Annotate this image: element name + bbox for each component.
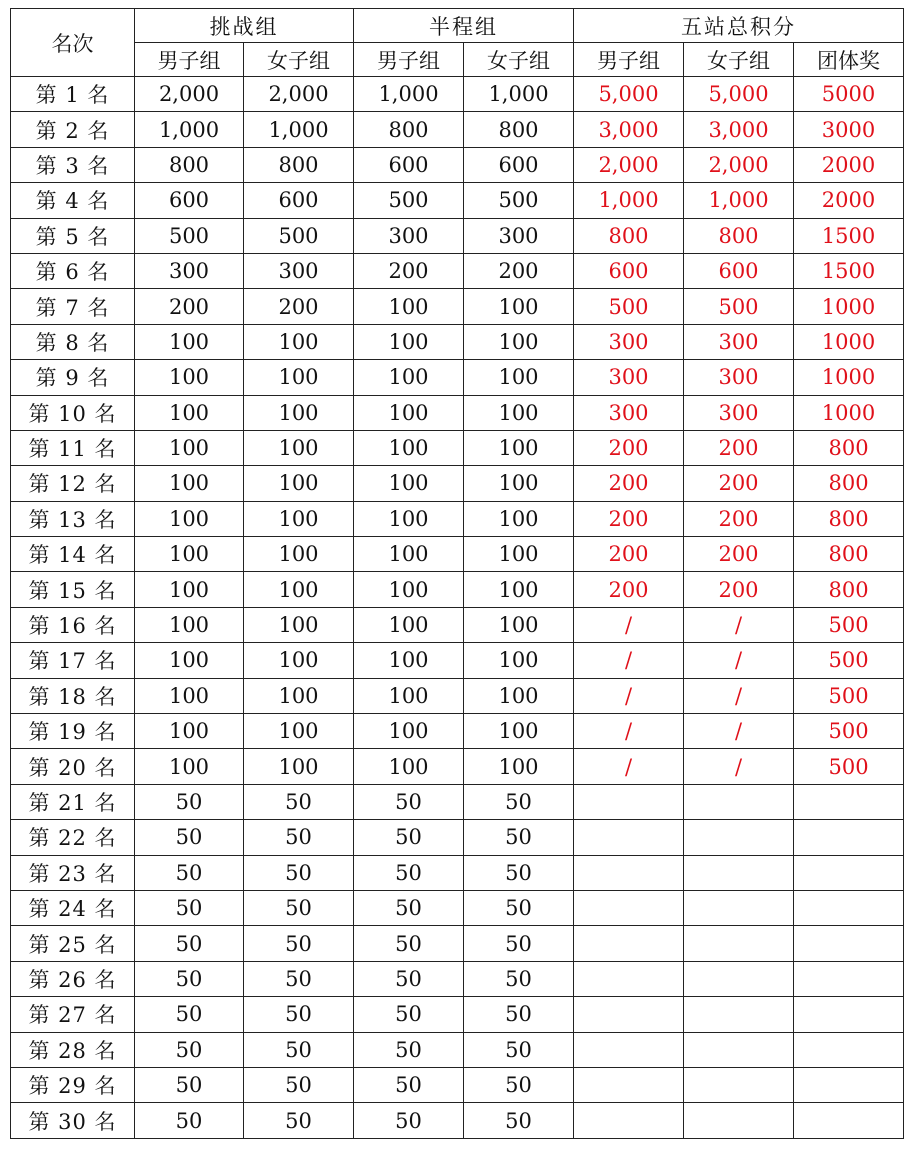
challenge-men-cell: 2,000 [135,77,244,112]
total-women-cell [684,1067,794,1102]
table-row [11,77,904,112]
challenge-men-cell: 100 [135,430,244,465]
team-award-cell: 500 [794,749,904,784]
team-award-cell: 800 [794,430,904,465]
total-women-cell [684,997,794,1032]
rank-cell: 第 27 名 [11,997,135,1032]
half-men-cell: 300 [354,218,464,253]
challenge-women-cell: 200 [244,289,354,324]
rank-cell: 第 21 名 [11,784,135,819]
total-men-header: 男子组 [574,43,684,77]
table-row [11,395,904,430]
challenge-women-cell: 100 [244,360,354,395]
team-award-cell [794,820,904,855]
rank-cell: 第 23 名 [11,855,135,890]
challenge-women-cell: 50 [244,784,354,819]
challenge-men-cell: 500 [135,218,244,253]
half-women-cell: 100 [464,607,574,642]
challenge-men-cell: 1,000 [135,112,244,147]
challenge-men-cell: 800 [135,147,244,182]
team-award-cell [794,784,904,819]
challenge-men-cell: 600 [135,183,244,218]
challenge-women-cell: 800 [244,147,354,182]
rank-cell: 第 20 名 [11,749,135,784]
team-award-cell [794,1032,904,1067]
half-men-cell: 50 [354,1103,464,1138]
team-award-cell: 5000 [794,77,904,112]
half-women-cell: 100 [464,395,574,430]
team-award-cell: 1500 [794,218,904,253]
half-women-cell: 500 [464,183,574,218]
half-men-cell: 500 [354,183,464,218]
challenge-men-cell: 50 [135,926,244,961]
total-men-cell: 5,000 [574,77,684,112]
table-row [11,289,904,324]
half-men-cell: 50 [354,784,464,819]
table-row [11,926,904,961]
team-award-cell: 800 [794,572,904,607]
challenge-women-cell: 50 [244,961,354,996]
rank-cell: 第 6 名 [11,253,135,288]
table-row [11,820,904,855]
challenge-men-header: 男子组 [135,43,244,77]
half-women-cell: 600 [464,147,574,182]
total-women-cell: 300 [684,324,794,359]
half-women-cell: 50 [464,961,574,996]
total-women-cell: 600 [684,253,794,288]
half-men-cell: 50 [354,926,464,961]
half-women-cell: 200 [464,253,574,288]
half-women-cell: 100 [464,430,574,465]
half-women-cell: 1,000 [464,77,574,112]
half-men-cell: 100 [354,643,464,678]
challenge-men-cell: 50 [135,784,244,819]
challenge-men-cell: 100 [135,749,244,784]
total-men-cell [574,890,684,925]
total-women-cell: 1,000 [684,183,794,218]
total-women-cell [684,926,794,961]
challenge-women-cell: 50 [244,1067,354,1102]
total-men-cell: 1,000 [574,183,684,218]
total-men-cell: / [574,607,684,642]
total-women-cell: / [684,607,794,642]
half-women-cell: 100 [464,501,574,536]
half-women-cell: 100 [464,572,574,607]
total-women-cell [684,1103,794,1138]
table-row [11,253,904,288]
half-men-cell: 50 [354,1067,464,1102]
half-women-cell: 100 [464,643,574,678]
table-row [11,1067,904,1102]
challenge-men-cell: 50 [135,890,244,925]
half-men-cell: 50 [354,890,464,925]
total-men-cell: 300 [574,395,684,430]
half-women-cell: 50 [464,855,574,890]
half-men-cell: 50 [354,1032,464,1067]
half-men-cell: 100 [354,749,464,784]
table-row [11,784,904,819]
rank-cell: 第 12 名 [11,466,135,501]
rank-cell: 第 26 名 [11,961,135,996]
half-men-cell: 100 [354,572,464,607]
team-award-cell [794,890,904,925]
team-award-cell: 500 [794,714,904,749]
half-men-cell: 100 [354,678,464,713]
total-men-cell: 300 [574,360,684,395]
challenge-men-cell: 100 [135,501,244,536]
half-men-cell: 100 [354,714,464,749]
half-men-cell: 100 [354,289,464,324]
total-men-cell: / [574,749,684,784]
rank-cell: 第 1 名 [11,77,135,112]
challenge-women-cell: 50 [244,855,354,890]
challenge-women-cell: 50 [244,820,354,855]
half-men-cell: 50 [354,997,464,1032]
total-men-cell [574,855,684,890]
challenge-men-cell: 100 [135,324,244,359]
challenge-men-cell: 100 [135,607,244,642]
total-men-cell [574,1103,684,1138]
total-men-cell: 200 [574,501,684,536]
total-women-cell [684,784,794,819]
challenge-men-cell: 50 [135,997,244,1032]
table-header [11,9,904,77]
challenge-women-cell: 100 [244,466,354,501]
total-men-cell: 3,000 [574,112,684,147]
rank-cell: 第 16 名 [11,607,135,642]
total-women-cell: / [684,714,794,749]
rank-cell: 第 24 名 [11,890,135,925]
team-award-cell: 1000 [794,289,904,324]
rank-column-header: 名次 [11,9,135,77]
challenge-group-header: 挑战组 [135,9,354,43]
half-women-cell: 100 [464,537,574,572]
challenge-women-cell: 2,000 [244,77,354,112]
rank-cell: 第 22 名 [11,820,135,855]
challenge-women-header: 女子组 [244,43,354,77]
total-men-cell: 200 [574,572,684,607]
rank-cell: 第 9 名 [11,360,135,395]
challenge-women-cell: 100 [244,537,354,572]
table-row [11,324,904,359]
rank-cell: 第 7 名 [11,289,135,324]
table-row [11,466,904,501]
half-men-cell: 50 [354,961,464,996]
team-award-cell [794,1103,904,1138]
rank-cell: 第 17 名 [11,643,135,678]
challenge-men-cell: 100 [135,395,244,430]
total-men-cell: 500 [574,289,684,324]
total-women-cell: 200 [684,537,794,572]
challenge-men-cell: 50 [135,855,244,890]
rank-cell: 第 28 名 [11,1032,135,1067]
challenge-women-cell: 50 [244,926,354,961]
rank-cell: 第 3 名 [11,147,135,182]
team-award-cell: 500 [794,678,904,713]
half-women-cell: 100 [464,324,574,359]
half-men-cell: 50 [354,820,464,855]
challenge-men-cell: 100 [135,537,244,572]
half-women-cell: 50 [464,926,574,961]
challenge-women-cell: 100 [244,324,354,359]
team-award-cell: 2000 [794,183,904,218]
half-men-cell: 800 [354,112,464,147]
five-station-total-header: 五站总积分 [574,9,904,43]
table-row [11,855,904,890]
total-women-cell: 3,000 [684,112,794,147]
rank-cell: 第 8 名 [11,324,135,359]
total-men-cell: 600 [574,253,684,288]
total-women-cell: 300 [684,360,794,395]
table-row [11,997,904,1032]
team-award-cell [794,997,904,1032]
team-award-cell: 800 [794,501,904,536]
team-award-cell: 1000 [794,395,904,430]
total-women-cell: 200 [684,572,794,607]
half-men-cell: 50 [354,855,464,890]
table-row [11,714,904,749]
challenge-men-cell: 100 [135,360,244,395]
header-row-groups [11,9,904,43]
table-row [11,183,904,218]
team-award-cell [794,855,904,890]
team-award-cell: 500 [794,607,904,642]
total-women-cell [684,855,794,890]
rank-cell: 第 2 名 [11,112,135,147]
challenge-women-cell: 100 [244,714,354,749]
half-men-cell: 100 [354,430,464,465]
challenge-women-cell: 50 [244,890,354,925]
total-women-cell: 300 [684,395,794,430]
half-men-cell: 100 [354,324,464,359]
rank-cell: 第 14 名 [11,537,135,572]
total-men-cell [574,997,684,1032]
half-women-cell: 50 [464,1067,574,1102]
half-women-cell: 50 [464,1103,574,1138]
challenge-men-cell: 50 [135,1067,244,1102]
half-men-cell: 1,000 [354,77,464,112]
half-women-cell: 100 [464,289,574,324]
challenge-men-cell: 300 [135,253,244,288]
challenge-women-cell: 100 [244,572,354,607]
total-women-cell: / [684,749,794,784]
challenge-women-cell: 600 [244,183,354,218]
total-men-cell: 300 [574,324,684,359]
table-row [11,147,904,182]
table-row [11,218,904,253]
challenge-men-cell: 100 [135,572,244,607]
half-women-cell: 50 [464,890,574,925]
total-women-cell: 500 [684,289,794,324]
half-women-cell: 50 [464,820,574,855]
table-row [11,430,904,465]
total-women-cell: / [684,678,794,713]
total-men-cell [574,784,684,819]
challenge-men-cell: 100 [135,643,244,678]
team-award-cell [794,926,904,961]
half-women-cell: 50 [464,784,574,819]
half-men-cell: 100 [354,607,464,642]
rank-cell: 第 10 名 [11,395,135,430]
half-men-cell: 100 [354,360,464,395]
total-men-cell: / [574,643,684,678]
team-award-cell: 800 [794,537,904,572]
half-women-cell: 50 [464,1032,574,1067]
table-row [11,572,904,607]
total-women-cell: 200 [684,501,794,536]
table-row [11,1103,904,1138]
team-award-cell: 1000 [794,324,904,359]
total-women-cell: 200 [684,430,794,465]
rank-cell: 第 30 名 [11,1103,135,1138]
header-row-subgroups [11,43,904,77]
challenge-women-cell: 100 [244,501,354,536]
total-men-cell [574,1067,684,1102]
table-row [11,643,904,678]
challenge-men-cell: 100 [135,466,244,501]
team-award-cell [794,1067,904,1102]
total-men-cell [574,820,684,855]
table-row [11,607,904,642]
table-body [11,77,904,1139]
half-women-cell: 100 [464,749,574,784]
total-men-cell: 2,000 [574,147,684,182]
challenge-men-cell: 100 [135,714,244,749]
challenge-men-cell: 50 [135,820,244,855]
half-women-cell: 50 [464,997,574,1032]
half-women-cell: 100 [464,678,574,713]
total-women-cell: 2,000 [684,147,794,182]
challenge-women-cell: 50 [244,1032,354,1067]
rank-cell: 第 19 名 [11,714,135,749]
rank-cell: 第 13 名 [11,501,135,536]
challenge-men-cell: 50 [135,1032,244,1067]
half-men-cell: 100 [354,466,464,501]
table-row [11,678,904,713]
total-men-cell [574,961,684,996]
team-award-cell: 800 [794,466,904,501]
team-award-cell: 500 [794,643,904,678]
table-row [11,360,904,395]
challenge-women-cell: 100 [244,643,354,678]
challenge-women-cell: 500 [244,218,354,253]
team-award-cell: 1000 [794,360,904,395]
total-women-cell [684,1032,794,1067]
table-row [11,501,904,536]
total-women-cell [684,890,794,925]
challenge-women-cell: 1,000 [244,112,354,147]
points-table [10,8,904,1139]
half-course-group-header: 半程组 [354,9,574,43]
challenge-women-cell: 50 [244,997,354,1032]
team-award-cell: 2000 [794,147,904,182]
total-men-cell: / [574,714,684,749]
table-row [11,961,904,996]
challenge-men-cell: 50 [135,1103,244,1138]
team-award-cell: 1500 [794,253,904,288]
total-women-cell: / [684,643,794,678]
total-men-cell: 800 [574,218,684,253]
rank-cell: 第 29 名 [11,1067,135,1102]
total-women-cell [684,961,794,996]
challenge-women-cell: 100 [244,607,354,642]
team-award-cell [794,961,904,996]
team-award-header: 团体奖 [794,43,904,77]
challenge-women-cell: 300 [244,253,354,288]
half-men-header: 男子组 [354,43,464,77]
table-row [11,1032,904,1067]
total-men-cell: 200 [574,430,684,465]
total-women-header: 女子组 [684,43,794,77]
half-women-cell: 800 [464,112,574,147]
challenge-men-cell: 100 [135,678,244,713]
total-women-cell: 200 [684,466,794,501]
half-women-cell: 100 [464,714,574,749]
total-men-cell: 200 [574,537,684,572]
half-women-header: 女子组 [464,43,574,77]
half-men-cell: 100 [354,501,464,536]
half-men-cell: 600 [354,147,464,182]
challenge-women-cell: 50 [244,1103,354,1138]
total-men-cell: 200 [574,466,684,501]
challenge-women-cell: 100 [244,749,354,784]
table-row [11,112,904,147]
rank-cell: 第 4 名 [11,183,135,218]
rank-cell: 第 18 名 [11,678,135,713]
table-row [11,890,904,925]
half-women-cell: 100 [464,466,574,501]
challenge-women-cell: 100 [244,430,354,465]
total-women-cell: 5,000 [684,77,794,112]
half-men-cell: 200 [354,253,464,288]
total-men-cell [574,926,684,961]
challenge-men-cell: 200 [135,289,244,324]
half-women-cell: 300 [464,218,574,253]
half-men-cell: 100 [354,395,464,430]
total-men-cell: / [574,678,684,713]
table-row [11,749,904,784]
rank-cell: 第 15 名 [11,572,135,607]
challenge-men-cell: 50 [135,961,244,996]
half-men-cell: 100 [354,537,464,572]
total-women-cell: 800 [684,218,794,253]
rank-cell: 第 5 名 [11,218,135,253]
rank-cell: 第 25 名 [11,926,135,961]
table-row [11,537,904,572]
half-women-cell: 100 [464,360,574,395]
total-women-cell [684,820,794,855]
team-award-cell: 3000 [794,112,904,147]
total-men-cell [574,1032,684,1067]
challenge-women-cell: 100 [244,678,354,713]
rank-cell: 第 11 名 [11,430,135,465]
challenge-women-cell: 100 [244,395,354,430]
